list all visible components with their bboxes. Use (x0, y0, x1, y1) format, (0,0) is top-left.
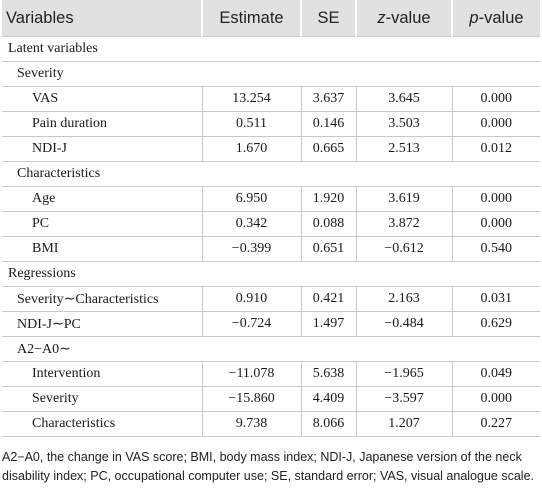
header-estimate: Estimate (202, 0, 301, 37)
table-row (2, 112, 540, 137)
variable-cell: Severity (2, 387, 202, 412)
estimate-cell: 0.511 (202, 112, 301, 137)
p-value-cell: 0.049 (452, 362, 540, 387)
header-z-rest: -value (385, 8, 431, 27)
estimate-cell: −11.078 (202, 362, 301, 387)
table-row (2, 237, 540, 262)
z-value-cell: −3.597 (356, 387, 452, 412)
se-cell: 8.066 (301, 412, 356, 437)
estimate-cell: −0.724 (202, 312, 301, 337)
se-cell: 5.638 (301, 362, 356, 387)
se-cell: 4.409 (301, 387, 356, 412)
table-header (2, 0, 540, 37)
variable-cell: NDI-J∼PC (2, 312, 202, 337)
results-table (2, 0, 540, 437)
se-cell: 0.146 (301, 112, 356, 137)
group-label: Severity (2, 62, 540, 87)
estimate-cell: 0.910 (202, 287, 301, 312)
group-label: Regressions (2, 262, 540, 287)
z-value-cell: −0.612 (356, 237, 452, 262)
header-z-value (356, 0, 452, 37)
group-label: Latent variables (2, 37, 540, 62)
header-se: SE (301, 0, 356, 37)
table-row (2, 312, 540, 337)
z-value-cell: 3.503 (356, 112, 452, 137)
group-label: A2−A0∼ (2, 337, 540, 362)
z-value-cell: 3.619 (356, 187, 452, 212)
group-row (2, 262, 540, 287)
table-row (2, 362, 540, 387)
se-cell: 3.637 (301, 87, 356, 112)
p-value-cell: 0.000 (452, 387, 540, 412)
header-z-italic: z (377, 8, 386, 27)
group-row (2, 337, 540, 362)
p-value-cell: 0.031 (452, 287, 540, 312)
estimate-cell: 1.670 (202, 137, 301, 162)
z-value-cell: −1.965 (356, 362, 452, 387)
table-row (2, 87, 540, 112)
table-row (2, 387, 540, 412)
p-value-cell: 0.000 (452, 187, 540, 212)
se-cell: 0.665 (301, 137, 356, 162)
estimate-cell: −15.860 (202, 387, 301, 412)
z-value-cell: 2.513 (356, 137, 452, 162)
variable-cell: Intervention (2, 362, 202, 387)
table-row (2, 212, 540, 237)
p-value-cell: 0.000 (452, 112, 540, 137)
estimate-cell: −0.399 (202, 237, 301, 262)
estimate-cell: 9.738 (202, 412, 301, 437)
variable-cell: Pain duration (2, 112, 202, 137)
variable-cell: BMI (2, 237, 202, 262)
z-value-cell: 1.207 (356, 412, 452, 437)
group-label: Characteristics (2, 162, 540, 187)
estimate-cell: 0.342 (202, 212, 301, 237)
z-value-cell: 2.163 (356, 287, 452, 312)
p-value-cell: 0.227 (452, 412, 540, 437)
group-row (2, 37, 540, 62)
se-cell: 0.421 (301, 287, 356, 312)
variable-cell: VAS (2, 87, 202, 112)
variable-cell: Characteristics (2, 412, 202, 437)
se-cell: 1.920 (301, 187, 356, 212)
se-cell: 0.088 (301, 212, 356, 237)
p-value-cell: 0.540 (452, 237, 540, 262)
z-value-cell: −0.484 (356, 312, 452, 337)
table-footnote: A2−A0, the change in VAS score; BMI, body mass index; NDI-J, Japanese version of the neck disability index; PC, occupational computer use; SE, standard error; VAS, visual analogue scale. (2, 450, 534, 483)
se-cell: 1.497 (301, 312, 356, 337)
se-cell: 0.651 (301, 237, 356, 262)
p-value-cell: 0.000 (452, 87, 540, 112)
table-row (2, 137, 540, 162)
table-body (2, 37, 540, 437)
header-p-italic: p (469, 8, 479, 27)
variable-cell: NDI-J (2, 137, 202, 162)
z-value-cell: 3.872 (356, 212, 452, 237)
p-value-cell: 0.012 (452, 137, 540, 162)
header-p-value (452, 0, 540, 37)
table-row (2, 287, 540, 312)
estimate-cell: 13.254 (202, 87, 301, 112)
p-value-cell: 0.629 (452, 312, 540, 337)
z-value-cell: 3.645 (356, 87, 452, 112)
table-row (2, 187, 540, 212)
variable-cell: PC (2, 212, 202, 237)
header-p-rest: -value (478, 8, 524, 27)
header-variables: Variables (2, 0, 202, 37)
group-row (2, 162, 540, 187)
estimate-cell: 6.950 (202, 187, 301, 212)
group-row (2, 62, 540, 87)
variable-cell: Severity∼Characteristics (2, 287, 202, 312)
header-row (2, 0, 540, 37)
variable-cell: Age (2, 187, 202, 212)
p-value-cell: 0.000 (452, 212, 540, 237)
table-row (2, 412, 540, 437)
